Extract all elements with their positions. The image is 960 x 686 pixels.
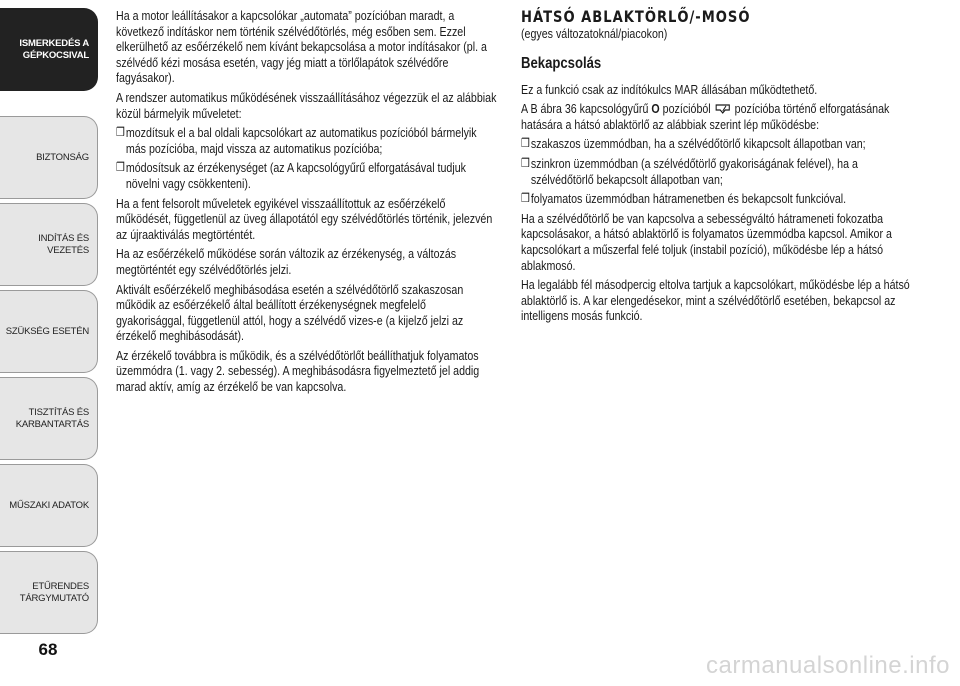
checkbox-bullet-icon: ❒ <box>116 125 125 140</box>
right-column <box>521 8 911 328</box>
tab-eturendes-targymutato[interactable] <box>0 551 98 634</box>
paragraph <box>521 101 911 132</box>
tab-label: SZÜKSÉG ESETÉN <box>5 325 89 337</box>
tab-label: TÁRGYMUTATÓ <box>19 592 89 604</box>
section-title: HÁTSÓ ABLAKTÖRLŐ/-MOSÓ <box>521 7 751 26</box>
page-number: 68 <box>38 640 58 659</box>
off-position-symbol: O <box>651 101 660 117</box>
paragraph: Ha a szélvédőtörlő be van kapcsolva a sebességváltó hátrameneti fokozatba kapcsolásakor, a hátsó ablaktörlő is folyamatos üzemmódba kapcsol. Amikor a kapcsolókart a műszerfal felé toljuk (instabil pozíció), működésbe lép a hátsó ablakmosó. <box>521 210 892 273</box>
watermark: carmanualsonline.info <box>706 652 950 679</box>
list-item-text: módosítsuk az érzékenységet (az A kapcsológyűrű elforgatásával tudjuk növelni vagy csökkenteni). <box>125 160 466 191</box>
tab-label: INDÍTÁS ÉS VEZETÉS <box>38 232 89 256</box>
list-item <box>521 136 911 152</box>
checkbox-bullet-icon: ❒ <box>521 136 530 151</box>
subsection-heading: Bekapcsolás <box>521 54 602 72</box>
paragraph-text: pozícióból <box>662 101 711 117</box>
paragraph: Ha a motor leállításakor a kapcsolókar „automata” pozícióban maradt, a következő indításkor nem történik szélvédőtörlés, még esőben sem. Ezzel elkerülhető az esőérzékelő nem kívánt bekapcsolása a motor indításakor (pl. a szélvédő kézi mosása esetén, vagy jég miatt a törlőlapátok szélvédőre fagyásakor). <box>116 8 487 86</box>
tab-label: ISMERKEDÉS A <box>19 37 89 49</box>
list-item-text: szinkron üzemmódban (a szélvédőtörlő gyakoriságának felével), ha a szélvédőtörlő bekapcsolt állapotban van; <box>530 155 858 187</box>
paragraph: Ha legalább fél másodpercig eltolva tartjuk a kapcsolókart, működésbe lép a hátsó ablaktörlő is. A kar elengedésekor, mint a szélvédőtörlő esetében, bekapcsol az intelligens mosás funkció. <box>521 277 910 324</box>
list-item-text: szakaszos üzemmódban, ha a szélvédőtörlő kikapcsolt állapotban van; <box>530 136 866 152</box>
tab-label: MŰSZAKI ADATOK <box>9 499 89 511</box>
tab-label: ETŰRENDES <box>32 580 89 592</box>
list-item <box>116 125 496 156</box>
paragraph: Ez a funkció csak az indítókulcs MAR állásában működtethető. <box>521 81 818 97</box>
tab-label: TISZTÍTÁS ÉS <box>28 406 89 418</box>
list-item <box>116 160 496 191</box>
paragraph-text: pozícióba történő elforgatásának hatására a hátsó ablaktörlő az alábbiak szerint lép működésbe: <box>521 101 890 132</box>
tab-label: BIZTONSÁG <box>36 151 89 163</box>
rear-wiper-icon <box>715 103 730 114</box>
list-item <box>521 191 911 207</box>
left-column <box>116 8 496 399</box>
paragraph-text: A B ábra 36 kapcsológyűrű <box>521 101 649 117</box>
tab-inditas-es-vezetes[interactable] <box>0 203 98 286</box>
section-subtitle: (egyes változatoknál/piacokon) <box>521 26 668 41</box>
list-item <box>521 156 911 187</box>
paragraph: Ha a fent felsorolt műveletek egyikével visszaállítottuk az esőérzékelő működését, függetlenül az üveg állapotától egy szélvédőtörlés történik, jelezvén az újraaktiválás megtörténtét. <box>116 195 493 242</box>
paragraph: Az érzékelő továbbra is működik, és a szélvédőtörlőt beállíthatjuk folyamatos üzemmódra (1. vagy 2. sebesség). A meghibásodásra figyelmeztető jel addig marad aktív, amíg az érzékelő be van kapcsolva. <box>116 347 480 395</box>
paragraph: A rendszer automatikus működésének visszaállításához végezzük el az alábbiak közül bármelyik műveletet: <box>116 89 497 121</box>
tab-muszaki-adatok[interactable] <box>0 464 98 547</box>
checkbox-bullet-icon: ❒ <box>521 155 530 170</box>
tab-szukseg-eseten[interactable] <box>0 290 98 373</box>
tab-ismerkedes[interactable] <box>0 8 98 91</box>
paragraph: Aktivált esőérzékelő meghibásodása esetén a szélvédőtörlő szakaszosan működik az esőérzékelő által beállított érzékenységnek megfelelő gyakorisággal, függetlenül attól, hogy a szélvédő vizes-e (a kijelző jelzi az érzékelő meghibásodását). <box>116 281 464 344</box>
tab-tisztitas-es-karbantartas[interactable] <box>0 377 98 460</box>
paragraph: Ha az esőérzékelő működése során változik az érzékenység, a változás megtörténtét egy szélvédőtörlés jelzi. <box>116 246 457 277</box>
checkbox-bullet-icon: ❒ <box>521 191 530 206</box>
tab-biztonsag[interactable] <box>0 116 98 199</box>
checkbox-bullet-icon: ❒ <box>116 160 125 175</box>
tab-label: KARBANTARTÁS <box>15 418 89 430</box>
list-item-text: folyamatos üzemmódban hátramenetben és bekapcsolt funkcióval. <box>530 191 847 207</box>
tab-label: GÉPKOCSIVAL <box>22 49 89 61</box>
list-item-text: mozdítsuk el a bal oldali kapcsolókart az automatikus pozícióból bármelyik más pozícióba, majd vissza az automatikus pozícióba; <box>125 125 477 156</box>
